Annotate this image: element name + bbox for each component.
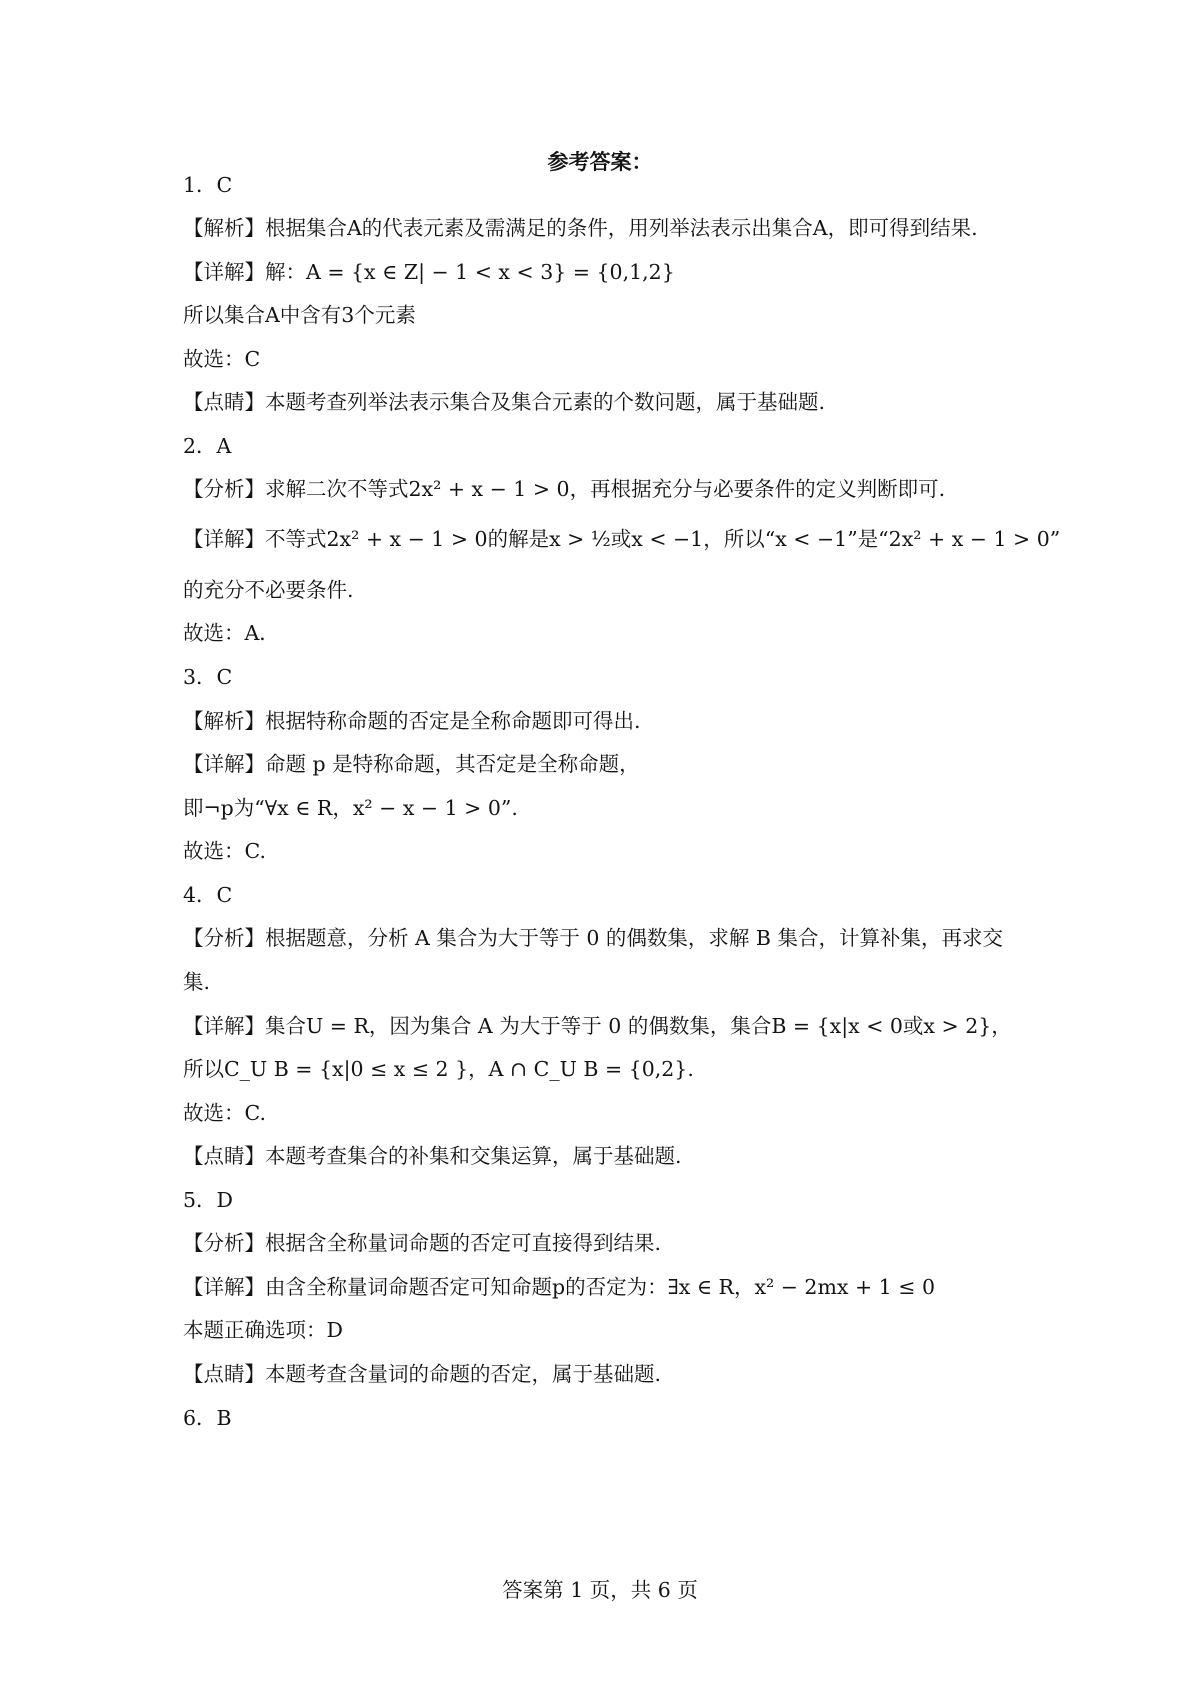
analysis-line: 【解析】根据特称命题的否定是全称命题即可得出. [183, 709, 641, 733]
answer-number: 1．C [183, 173, 233, 197]
answer-number: 2．A [183, 434, 232, 458]
choice-line: 本题正确选项：D [183, 1318, 343, 1342]
detail-line: 【详解】集合U = R，因为集合 A 为大于等于 0 的偶数集，集合B = {x|x < 0或x > 2}， [183, 1014, 1012, 1038]
choice-line: 故选：C. [183, 839, 266, 863]
page-footer: 答案第 1 页，共 6 页 [502, 1578, 698, 1602]
page-title: 参考答案： [547, 149, 653, 174]
text-line: 所以集合A中含有3个元素 [183, 303, 416, 327]
answer-number: 6．B [183, 1406, 232, 1430]
comment-line: 【点睛】本题考查含量词的命题的否定，属于基础题. [183, 1362, 662, 1386]
choice-line: 故选：A． [183, 621, 280, 645]
analysis-line: 【解析】根据集合A的代表元素及需满足的条件，用列举法表示出集合A，即可得到结果. [183, 216, 978, 240]
text-line: 集. [183, 970, 211, 994]
analysis-line: 【分析】求解二次不等式2x² + x − 1 > 0，再根据充分与必要条件的定义判断即可. [183, 477, 946, 501]
comment-line: 【点睛】本题考查列举法表示集合及集合元素的个数问题，属于基础题. [183, 390, 826, 414]
comment-line: 【点睛】本题考查集合的补集和交集运算，属于基础题. [183, 1144, 682, 1168]
choice-line: 故选：C [183, 347, 261, 371]
answer-number: 4．C [183, 883, 233, 907]
answer-number: 3．C [183, 665, 233, 689]
text-line: 即¬p为“∀x ∈ R，x² − x − 1 > 0”. [183, 796, 518, 820]
text-line: 的充分不必要条件. [183, 578, 354, 602]
analysis-line: 【分析】根据含全称量词命题的否定可直接得到结果. [183, 1231, 662, 1255]
choice-line: 故选：C. [183, 1101, 266, 1125]
text-line: 所以C_U B = {x|0 ≤ x ≤ 2 }，A ∩ C_U B = {0,2}. [183, 1057, 694, 1081]
detail-line: 【详解】解：A = {x ∈ Z| − 1 < x < 3} = {0,1,2} [183, 260, 675, 284]
detail-line: 【详解】由含全称量词命题否定可知命题p的否定为：∃x ∈ R，x² − 2mx + 1 ≤ 0 [183, 1275, 935, 1299]
detail-line: 【详解】命题 p 是特称命题，其否定是全称命题， [183, 752, 640, 776]
analysis-line: 【分析】根据题意，分析 A 集合为大于等于 0 的偶数集，求解 B 集合，计算补集，再求交 [183, 926, 1004, 950]
detail-line: 【详解】不等式2x² + x − 1 > 0的解是x > ½或x < −1，所以“x < −1”是“2x² + x − 1 > 0” [183, 527, 1061, 551]
answer-number: 5．D [183, 1188, 233, 1212]
